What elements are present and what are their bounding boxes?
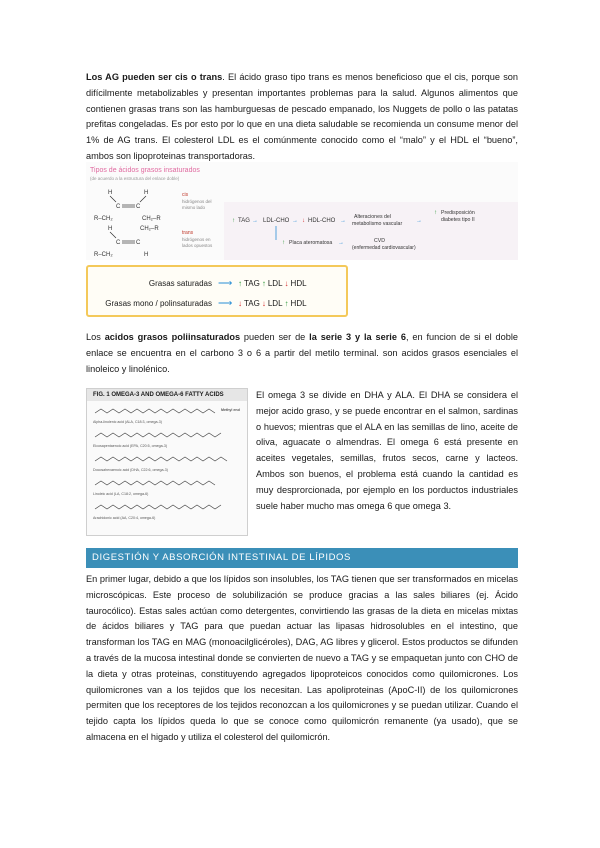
flow-cvd2: (enfermedad cardiovascular) bbox=[352, 245, 416, 251]
svg-text:H: H bbox=[144, 190, 149, 196]
row2-tag: TAG bbox=[244, 298, 260, 308]
svg-text:C: C bbox=[136, 240, 141, 246]
flow-pre1: Predisposición bbox=[441, 210, 475, 216]
right-arrow-icon: → bbox=[252, 218, 258, 224]
flow-tag: TAG bbox=[238, 218, 250, 224]
la-label: Linoleic acid (LA, C18:2, omega-6) bbox=[93, 492, 149, 496]
svg-text:CH₂–R: CH₂–R bbox=[140, 226, 159, 232]
fig1-title: Tipos de ácidos grasos insaturados bbox=[90, 167, 200, 174]
flow-pre2: diabetes tipo II bbox=[441, 217, 475, 223]
p2-b1: acidos grasos poliinsaturados bbox=[104, 332, 241, 342]
flow-placa: Placa ateromatosa bbox=[289, 240, 333, 246]
down-arrow-icon: ↓ bbox=[302, 218, 305, 224]
paragraph-cis-trans bbox=[86, 70, 518, 165]
paragraph-text: . El ácido graso tipo trans es menos beneficioso que el cis, porque son difícilmente metabolizables y presentan importantes problemas para la salud. Algunos alimentos que contienen grasas trans son las hamburguesas de pescado empanado, los Nuggets de pollo o las patatas prefitas congeladas. Es por esto por lo que en una dieta saludable se recomienda un consume menor del 1% de AG trans. El colesterol LDL es el comúnmente conocido como el “malo” y el HDL el “bueno”, ambos son lipoproteinas transportadoras. bbox=[86, 72, 519, 161]
right-arrow-icon: → bbox=[416, 218, 422, 224]
svg-text:C: C bbox=[136, 204, 141, 210]
paragraph-polyunsaturated bbox=[86, 330, 518, 377]
paragraph-digestion: En primer lugar, debido a que los lípidos son insolubles, los TAG tienen que ser transformados en micelas microscópicas. Este proceso de solubilización se produce gracias a las sales biliares (ej. Ácido taurocólico). Estas sales actúan como detergentes, convirtiendo las grasas de la dieta en micelas mixtas de ácidos biliares y TAG para que puedan actuar las lipasas hidrosolubles en el intestino, que transforman los TAG en MAG (monoacilglicéroles), DAG, AG libres y glicerol. Estos productos se difunden a través de la mucosa intestinal donde se convierten de nuevo a TAG y se empaquetan junto con CHO de la dieta y otras proteinas, constituyendo agregados lipoproteicos conocidos como quilomicrones. Los quilomicrones van a los tejidos que los necesitan. Las apoliproteinas (ApoC-II) de los quilomicrones permiten que los receptores de los tejidos reconozcan a los quilomicrones y se puedan utilizar. Cuando el tejido capta los lípidos queda lo que se conoce como quilomicrón remanente (ya usado), que se almacena en el higado y utiliza el colesterol del quilomicrón. bbox=[86, 574, 518, 742]
p2-t2: pueden ser de bbox=[240, 332, 310, 342]
section-heading: DIGESTIÓN Y ABSORCIÓN INTESTINAL DE LÍPIDOS bbox=[86, 548, 518, 568]
right-arrow-icon: → bbox=[340, 218, 346, 224]
cis-desc2: mismo lado bbox=[182, 205, 206, 210]
cis-desc1: hidrógenos del bbox=[182, 199, 212, 204]
row2-ldl: LDL bbox=[267, 298, 283, 308]
row1-label: Grasas saturadas bbox=[148, 278, 212, 288]
row-unsaturated bbox=[88, 293, 346, 313]
down-arrow-icon: ↓ bbox=[284, 278, 289, 288]
svg-text:R–CH₂: R–CH₂ bbox=[94, 252, 113, 258]
svg-text:H: H bbox=[144, 252, 149, 258]
p2-t3: , en funcion de si el doble enlace se encuentra en el carbono 3 o 6 a partir del metilo terminal. son acidos grasos esenciales el linoleico y linolénico. bbox=[86, 332, 519, 374]
dha-label: Docosahexaenoic acid (DHA, C22:6, omega-3) bbox=[93, 468, 168, 472]
up-arrow-icon: ↑ bbox=[238, 278, 242, 288]
p2-b2: la serie 3 y la serie 6 bbox=[309, 332, 406, 342]
flow-alt2: metabolismo vascular bbox=[352, 221, 403, 227]
methyl-label: Methyl end bbox=[221, 408, 240, 412]
svg-text:R–CH₂: R–CH₂ bbox=[94, 216, 113, 222]
trans-desc2: lados opuestos bbox=[182, 243, 213, 248]
flow-ldl: LDL-CHO bbox=[263, 218, 290, 224]
aa-label: Arachidonic acid (AA, C20:4, omega-6) bbox=[93, 516, 156, 520]
p2-t1: Los bbox=[86, 332, 105, 342]
row1-tag: TAG bbox=[244, 278, 260, 288]
figure-fat-effects bbox=[86, 265, 348, 317]
omega-structures-svg bbox=[87, 401, 247, 535]
svg-text:C: C bbox=[116, 240, 121, 246]
fig3-title: FIG. 1 OMEGA-3 AND OMEGA-6 FATTY ACIDS bbox=[87, 389, 247, 401]
flow-alt1: Alteraciones del bbox=[354, 214, 391, 220]
ala-label: Alpha-linolenic acid (ALA, C18:3, omega-3) bbox=[93, 420, 162, 424]
trans-label: trans bbox=[182, 230, 194, 236]
svg-text:H: H bbox=[108, 226, 113, 232]
paragraph-omega: El omega 3 se divide en DHA y ALA. El DHA se considera el mejor acido graso, y se puede encontrar en el salmon, sardinas o huevos; mientras que el ALA en las semillas de lino, aceite de oliva, aguacate o almendras. El omega 6 está presente en aceites vegetales, semillas, frutos secos, carne y lacteos. Ambos son buenos, el problema está cuando la cantidad es muy desprorcionada, por ejemplo en los porductos industriales suele haber mucho mas omega 6 que omega 3. bbox=[256, 390, 518, 511]
up-arrow-icon: ↑ bbox=[284, 298, 289, 308]
row-saturated bbox=[88, 273, 346, 293]
figure-unsaturated-types bbox=[86, 162, 518, 260]
row1-hdl: HDL bbox=[290, 278, 307, 288]
row2-hdl: HDL bbox=[290, 298, 307, 308]
up-arrow-icon: ↑ bbox=[434, 210, 437, 216]
trans-desc1: hidrógenos en bbox=[182, 237, 211, 242]
flow-hdl: HDL-CHO bbox=[308, 218, 336, 224]
right-arrow-icon: → bbox=[292, 218, 298, 224]
figure-unsaturated-svg bbox=[86, 162, 518, 260]
row1-ldl: LDL bbox=[267, 278, 283, 288]
up-arrow-icon: ↑ bbox=[282, 240, 285, 246]
lead-bold: Los AG pueden ser cis o trans bbox=[86, 72, 223, 82]
cis-label: cis bbox=[182, 192, 189, 198]
up-arrow-icon: ↑ bbox=[261, 278, 266, 288]
down-arrow-icon: ↓ bbox=[261, 298, 266, 308]
row2-label: Grasas mono / polinsaturadas bbox=[105, 298, 212, 308]
down-arrow-icon: ↓ bbox=[238, 298, 242, 308]
epa-label: Eicosapentaenoic acid (EPA, C20:5, omega-3) bbox=[93, 444, 168, 448]
svg-text:C: C bbox=[116, 204, 121, 210]
right-arrow-icon: ⟶ bbox=[218, 277, 233, 289]
svg-text:CH₂–R: CH₂–R bbox=[142, 216, 161, 222]
fig1-subtitle: (de acuerdo a la estructura del enlace doble) bbox=[90, 176, 180, 181]
right-arrow-icon: → bbox=[338, 240, 344, 246]
flow-cvd: CVD bbox=[374, 238, 385, 244]
figure-omega-acids bbox=[86, 388, 248, 536]
svg-text:H: H bbox=[108, 190, 113, 196]
up-arrow-icon: ↑ bbox=[232, 218, 235, 224]
right-arrow-icon: ⟶ bbox=[218, 297, 233, 309]
